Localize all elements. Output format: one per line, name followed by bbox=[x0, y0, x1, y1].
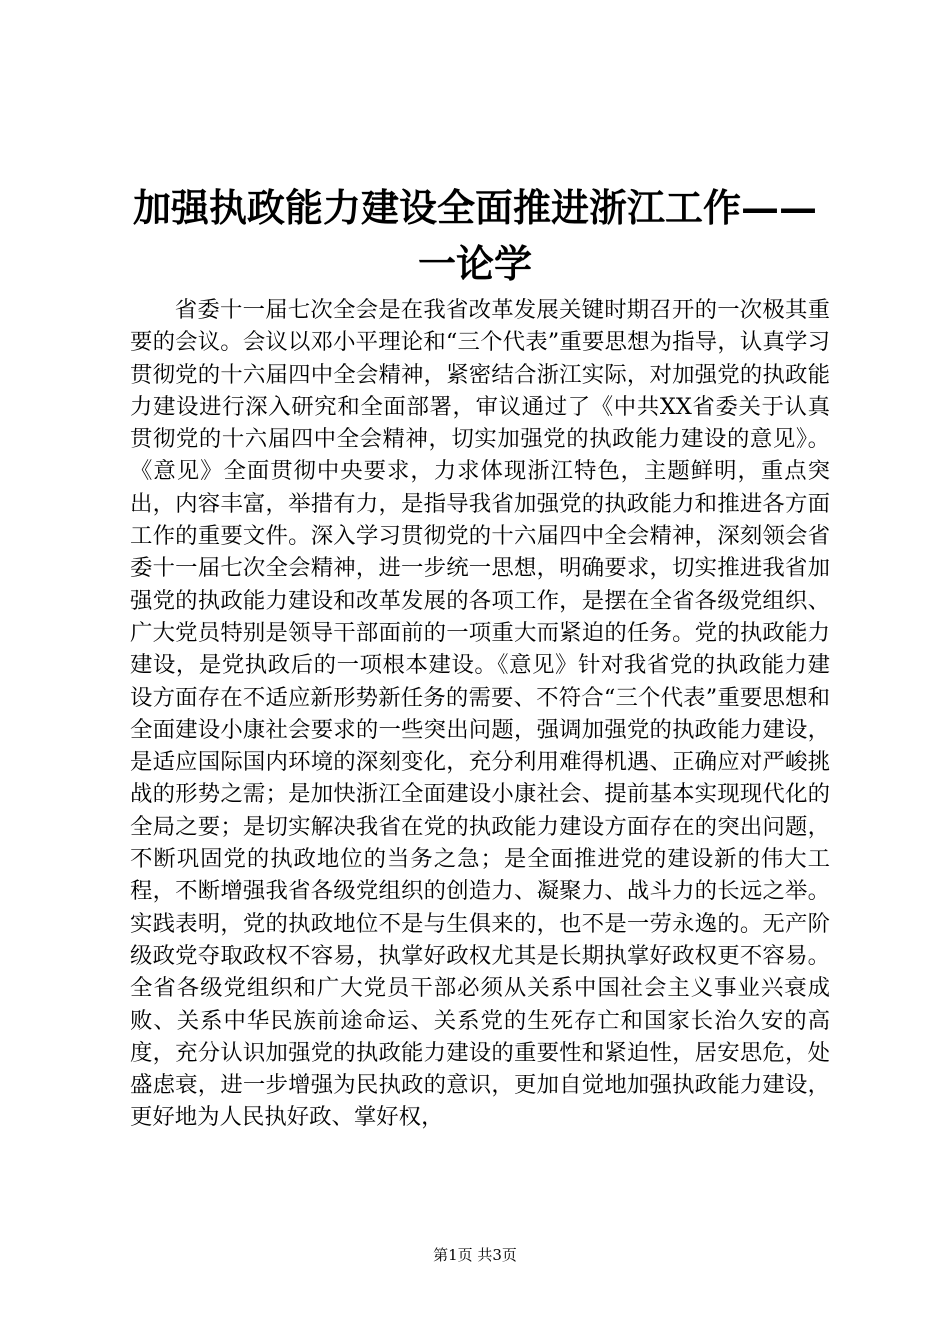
document-title: 加强执政能力建设全面推进浙江工作——一论学 bbox=[132, 185, 817, 286]
page-number-footer: 第1页 共3页 bbox=[433, 1246, 517, 1264]
body-paragraph: 省委十一届七次全会是在我省改革发展关键时期召开的一次极其重要的会议。会议以邓小平理论和“三个代表”重要思想为指导，认真学习贯彻党的十六届四中全会精神，紧密结合浙江实际，对加强党的执政能力建设进行深入研究和全面部署，审议通过了《中共XX省委关于认真贯彻党的十六届四中全会精神，切实加强党的执政能力建设的意见》。《意见》全面贯彻中央要求，力求体现浙江特色，主题鲜明，重点突出，内容丰富，举措有力，是指导我省加强党的执政能力和推进各方面工作的重要文件。深入学习贯彻党的十六届四中全会精神，深刻领会省委十一届七次全会精神，进一步统一思想，明确要求，切实推进我省加强党的执政能力建设和改革发展的各项工作，是摆在全省各级党组织、广大党员特别是领导干部面前的一项重大而紧迫的任务。党的执政能力建设，是党执政后的一项根本建设。《意见》针对我省党的执政能力建设方面存在不适应新形势新任务的需要、不符合“三个代表”重要思想和全面建设小康社会要求的一些突出问题，强调加强党的执政能力建设，是适应国际国内环境的深刻变化，充分利用难得机遇、正确应对严峻挑战的形势之需；是加快浙江全面建设小康社会、提前基本实现现代化的全局之要；是切实解决我省在党的执政能力建设方面存在的突出问题，不断巩固党的执政地位的当务之急；是全面推进党的建设新的伟大工程，不断增强我省各级党组织的创造力、凝聚力、战斗力的长远之举。实践表明，党的执政地位不是与生俱来的，也不是一劳永逸的。无产阶级政党夺取政权不容易，执掌好政权尤其是长期执掌好政权更不容易。全省各级党组织和广大党员干部必须从关系中国社会主义事业兴衰成败、关系中华民族前途命运、关系党的生死存亡和国家长治久安的高度，充分认识加强党的执政能力建设的重要性和紧迫性，居安思危，处盛虑衰，进一步增强为民执政的意识，更加自觉地加强执政能力建设，更好地为人民执好政、掌好权， bbox=[130, 297, 830, 1131]
